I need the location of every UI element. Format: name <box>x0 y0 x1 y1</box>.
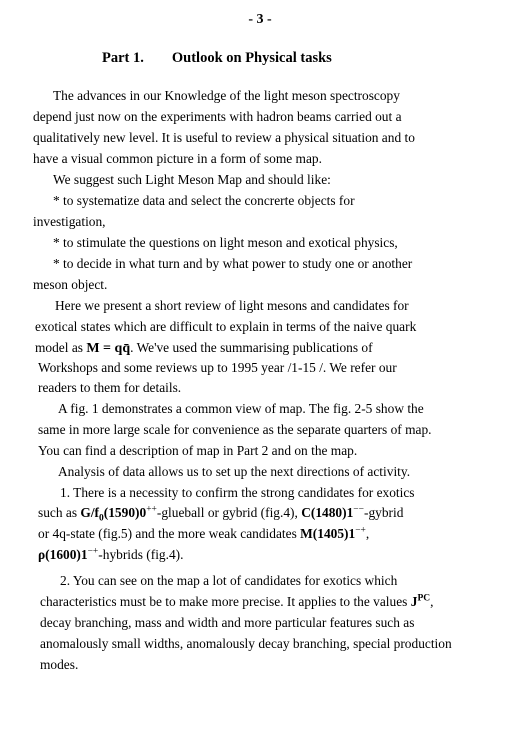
bullet-item: * to stimulate the questions on light meson and exotical physics, <box>53 235 398 250</box>
particle-name: ρ <box>38 547 46 562</box>
text-line: have a visual common picture in a form of some map. <box>33 151 322 166</box>
text-line: model as M = qq̄. We've used the summarising publications of <box>35 340 373 356</box>
formula: M = qq̄ <box>86 341 131 356</box>
page-number: - 3 - <box>248 12 272 27</box>
text-line: A fig. 1 demonstrates a common view of map. The fig. 2-5 show the <box>58 401 424 416</box>
bullet-item: * to systematize data and select the concrerte objects for <box>53 193 355 208</box>
text-line: We suggest such Light Meson Map and should like: <box>53 172 331 187</box>
particle-name: C(1480)1 <box>301 505 354 520</box>
particle-name: G/f <box>80 505 100 520</box>
text-line: anomalously small widths, anomalously decay branching, special production <box>40 636 452 651</box>
text-line: modes. <box>40 657 79 672</box>
text-line: ρ(1600)1−+-hybrids (fig.4). <box>38 546 184 562</box>
text-line: qualitatively new level. It is useful to review a physical situation and to <box>33 130 415 145</box>
text-line: characteristics must be to make more precise. It applies to the values $J^{PC}$, <box>40 593 434 609</box>
quantum-numbers: J <box>410 594 418 609</box>
section-heading <box>102 50 332 67</box>
text-line: investigation, <box>33 214 106 229</box>
heading-title: Outlook on Physical tasks <box>171 50 332 66</box>
text-line: 2. You can see on the map a lot of candidates for exotics which <box>60 573 398 588</box>
bullet-item: * to decide in what turn and by what power to study one or another <box>53 256 413 271</box>
text-line: same in more large scale for convenience as the separate quarters of map. <box>38 422 432 437</box>
text-line: The advances in our Knowledge of the light meson spectroscopy <box>53 88 400 103</box>
particle-name: M(1405)1 <box>300 526 356 541</box>
text-line: Here we present a short review of light mesons and candidates for <box>55 298 409 313</box>
text-line: 1. There is a necessity to confirm the strong candidates for exotics <box>60 485 415 500</box>
text-line: depend just now on the experiments with hadron beams carried out a <box>33 109 402 124</box>
text-line: exotical states which are difficult to explain in terms of the naive quark <box>35 319 417 334</box>
text-line: such as $G/f_0(1590)0^{++}$-glueball or gybrid (fig.4), C(1480)1−−-gybrid <box>38 504 404 524</box>
text-line: Analysis of data allows us to set up the next directions of activity. <box>58 464 411 479</box>
text-line: decay branching, mass and width and more particular features such as <box>40 615 415 630</box>
text-line: or 4q-state (fig.5) and the more weak candidates M(1405)1−+, <box>38 525 370 541</box>
text-line: meson object. <box>33 277 108 292</box>
heading-part: Part 1. <box>102 50 144 66</box>
text-line: readers to them for details. <box>38 380 182 395</box>
text-line: Workshops and some reviews up to 1995 year /1-15 /. We refer our <box>38 360 397 375</box>
text-line: You can find a description of map in Part 2 and on the map. <box>38 443 358 458</box>
